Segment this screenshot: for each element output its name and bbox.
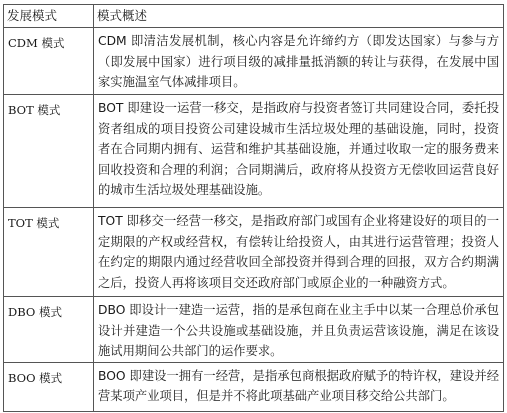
header-mode-label: 发展模式	[7, 8, 58, 23]
header-mode	[4, 5, 94, 28]
table-row	[4, 95, 504, 208]
header-overview-label: 模式概述	[97, 8, 148, 23]
table-header-row	[4, 5, 504, 28]
table-row	[4, 297, 504, 363]
desc-cell	[94, 297, 504, 363]
mode-description: CDM 即清洁发展机制，核心内容是允许缔约方（即发达国家）与参与方（即发展中国家）进行项目级的减排量抵消额的转让与获得，在发展中国家实施温室气体减排项目。	[98, 34, 499, 89]
mode-cell	[4, 208, 94, 297]
mode-description: DBO 即设计一建造一运营，指的是承包商在业主手中以某一合理总价承包设计并建造一个公共设施或基础设施，并且负责运营该设施，满足在该设施试用期间公共部门的运作要求。	[98, 303, 499, 358]
mode-name: DBO 模式	[8, 305, 62, 319]
development-modes-table	[3, 4, 504, 412]
mode-name: TOT 模式	[8, 216, 60, 230]
table-row	[4, 362, 504, 411]
desc-cell	[94, 208, 504, 297]
mode-name: BOO 模式	[8, 370, 63, 385]
table-row	[4, 28, 504, 95]
mode-cell	[4, 362, 94, 411]
desc-cell	[94, 95, 504, 208]
mode-description: BOT 即建设一运营一移交，是指政府与投资者签订共同建设合同，委托投资者组成的项目投资公司建设城市生活垃圾处理的基础设施，同时，投资者在合同期内拥有、运营和维护其基础设施，并通过收取一定的服务费来回收投资和合理的利润；合同期满后，政府将从投资方无偿收回运营良好的城市生活垃圾处理基础设施。	[98, 101, 499, 197]
mode-description: BOO 即建设一拥有一经营，是指承包商根据政府赋予的特许权，建设并经营某项产业项目，但是并不将此项基础产业项目移交给公共部门。	[98, 368, 499, 403]
mode-description: TOT 即移交一经营一移交，是指政府部门或国有企业将建设好的项目的一定期限的产权或经营权，有偿转让给投资人，由其进行运营管理；投资人在约定的期限内通过经营收回全部投资并得到合理的回报，双方合约期满之后，投资人再将该项目交还政府部门或原企业的一种融资方式。	[98, 214, 499, 290]
mode-cell	[4, 28, 94, 95]
mode-cell	[4, 95, 94, 208]
table-row	[4, 208, 504, 297]
mode-name: CDM 模式	[8, 36, 65, 50]
header-overview	[94, 5, 504, 28]
desc-cell	[94, 28, 504, 95]
mode-name: BOT 模式	[8, 103, 61, 117]
desc-cell	[94, 362, 504, 411]
mode-cell	[4, 297, 94, 363]
